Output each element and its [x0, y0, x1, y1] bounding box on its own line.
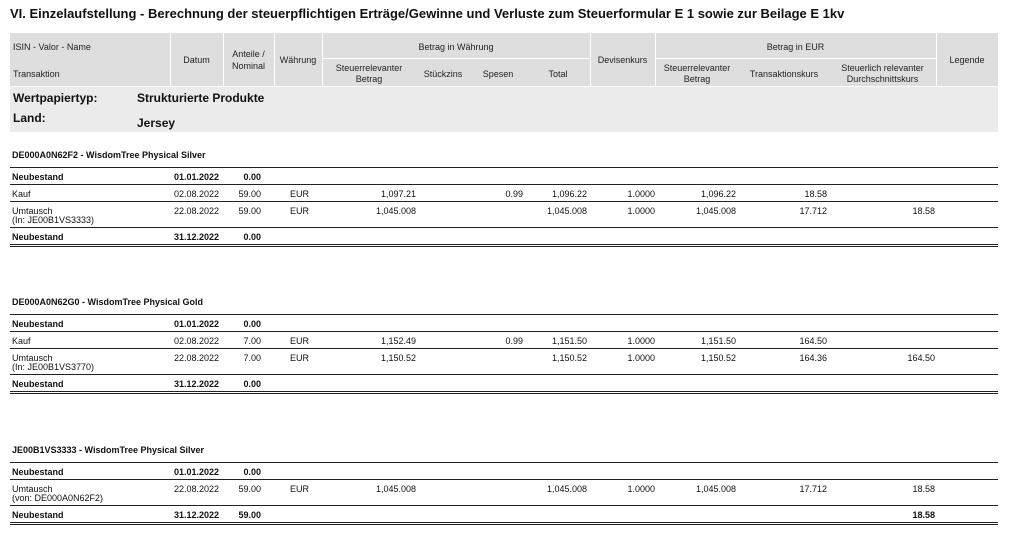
cell-datum: 31.12.2022 [173, 379, 220, 389]
category-type-label: Wertpapiertyp: [13, 91, 98, 105]
cell-betrag: 1,097.21 [380, 189, 416, 199]
security-title: DE000A0N62F2 - WisdomTree Physical Silver [12, 150, 206, 160]
cell-datum: 22.08.2022 [173, 484, 220, 494]
cell-waehrung: EUR [290, 353, 310, 363]
cell-total: 1,150.52 [551, 353, 587, 363]
cell-datum: 01.01.2022 [173, 172, 220, 182]
cell-spesen: 0.99 [505, 336, 523, 346]
table-row [10, 202, 998, 227]
cell-anteile: 0.00 [243, 467, 261, 477]
cell-tkurs: 18.58 [804, 189, 827, 199]
header-waehrung: Währung [279, 55, 317, 65]
cell-betrag-eur: 1,150.52 [700, 353, 736, 363]
cell-transaktion: Kauf [12, 336, 31, 346]
cell-transaktion: Neubestand [12, 510, 64, 520]
table-row [10, 185, 998, 201]
cell-waehrung: EUR [290, 206, 310, 216]
header-total: Total [548, 69, 568, 79]
cell-devisen: 1.0000 [627, 189, 655, 199]
cell-tkurs: 164.36 [799, 353, 827, 363]
header-steuerrel-line1: Steuerrelevanter [335, 63, 403, 73]
cell-betrag-eur: 1,096.22 [700, 189, 736, 199]
category-land-value: Jersey [137, 116, 176, 130]
header-betrag-eur: Betrag in EUR [766, 42, 825, 52]
cell-datum: 31.12.2022 [173, 510, 220, 520]
cell-total: 1,045.008 [546, 484, 587, 494]
header-steuerrel-line2: Betrag [355, 74, 383, 84]
header-isin: ISIN - Valor - Name [13, 42, 91, 52]
header-dk-line1: Steuerlich relevanter [841, 63, 924, 73]
table-row [10, 228, 998, 244]
cell-datum: 22.08.2022 [173, 206, 220, 216]
header-anteile-line2: Nominal [231, 61, 265, 71]
cell-transaktion-detail: (In: JE00B1VS3333) [12, 215, 95, 225]
cell-tkurs: 164.50 [799, 336, 827, 346]
cell-devisen: 1.0000 [627, 484, 655, 494]
cell-anteile: 0.00 [243, 379, 261, 389]
cell-total: 1,096.22 [551, 189, 587, 199]
cell-devisen: 1.0000 [627, 336, 655, 346]
header-steuerrel-eur-line1: Steuerrelevanter [663, 63, 731, 73]
security-title: JE00B1VS3333 - WisdomTree Physical Silver [12, 445, 205, 455]
section-end-rule [10, 244, 998, 247]
cell-datum: 22.08.2022 [173, 353, 220, 363]
cell-betrag-eur: 1,151.50 [700, 336, 736, 346]
cell-transaktion-detail: (von: DE000A0N62F2) [12, 493, 104, 503]
cell-anteile: 59.00 [238, 484, 261, 494]
cell-anteile: 0.00 [243, 172, 261, 182]
cell-betrag-eur: 1,045.008 [695, 206, 736, 216]
cell-waehrung: EUR [290, 336, 310, 346]
cell-anteile: 0.00 [243, 232, 261, 242]
section-end-rule [10, 391, 998, 394]
cell-datum: 31.12.2022 [173, 232, 220, 242]
header-transaktion: Transaktion [13, 69, 60, 79]
cell-transaktion: Umtausch [12, 206, 53, 216]
category-type-value: Strukturierte Produkte [137, 91, 265, 105]
cell-transaktion: Kauf [12, 189, 31, 199]
cell-devisen: 1.0000 [627, 206, 655, 216]
cell-anteile: 59.00 [238, 510, 261, 520]
table-row [10, 332, 998, 348]
cell-datum: 02.08.2022 [173, 336, 220, 346]
cell-transaktion: Neubestand [12, 232, 64, 242]
cell-datum: 01.01.2022 [173, 319, 220, 329]
cell-betrag: 1,045.008 [375, 206, 416, 216]
table-row [10, 168, 998, 184]
cell-anteile: 59.00 [238, 189, 261, 199]
section-end-rule [10, 522, 998, 525]
cell-dkurs: 18.58 [912, 484, 935, 494]
header-devisenkurs: Devisenkurs [597, 55, 648, 65]
cell-dkurs: 18.58 [912, 206, 935, 216]
cell-dkurs: 18.58 [912, 510, 935, 520]
header-legende: Legende [949, 55, 985, 65]
cell-transaktion: Neubestand [12, 172, 64, 182]
security-title: DE000A0N62G0 - WisdomTree Physical Gold [12, 297, 203, 307]
column-header [10, 33, 998, 86]
header-transaktionskurs: Transaktionskurs [749, 69, 819, 79]
cell-betrag: 1,152.49 [380, 336, 416, 346]
cell-tkurs: 17.712 [799, 484, 827, 494]
header-datum: Datum [183, 55, 210, 65]
header-anteile-line1: Anteile / [232, 49, 265, 59]
page-title: VI. Einzelaufstellung - Berechnung der steuerpflichtigen Erträge/Gewinne und Verluste zum Steuerformular E 1 sowie zur Beilage E 1kv [10, 6, 845, 21]
header-betrag-waehrung: Betrag in Währung [418, 42, 494, 52]
cell-dkurs: 164.50 [907, 353, 935, 363]
cell-waehrung: EUR [290, 189, 310, 199]
cell-transaktion: Neubestand [12, 379, 64, 389]
header-steuerrel-eur-line2: Betrag [683, 74, 711, 84]
table-row [10, 375, 998, 391]
cell-tkurs: 17.712 [799, 206, 827, 216]
cell-datum: 01.01.2022 [173, 467, 220, 477]
cell-transaktion: Neubestand [12, 467, 64, 477]
cell-transaktion: Umtausch [12, 484, 53, 494]
table-row [10, 480, 998, 505]
cell-betrag: 1,150.52 [380, 353, 416, 363]
header-spesen: Spesen [482, 69, 514, 79]
cell-transaktion: Neubestand [12, 319, 64, 329]
category-land-label: Land: [13, 111, 46, 125]
header-stueckzins: Stückzins [423, 69, 463, 79]
cell-anteile: 7.00 [243, 336, 261, 346]
table-row [10, 349, 998, 374]
cell-betrag-eur: 1,045.008 [695, 484, 736, 494]
cell-transaktion-detail: (In: JE00B1VS3770) [12, 362, 95, 372]
table-row [10, 463, 998, 479]
cell-devisen: 1.0000 [627, 353, 655, 363]
cell-transaktion: Umtausch [12, 353, 53, 363]
category-box [10, 87, 998, 132]
cell-anteile: 7.00 [243, 353, 261, 363]
cell-datum: 02.08.2022 [173, 189, 220, 199]
cell-betrag: 1,045.008 [375, 484, 416, 494]
cell-total: 1,151.50 [551, 336, 587, 346]
cell-spesen: 0.99 [505, 189, 523, 199]
cell-anteile: 0.00 [243, 319, 261, 329]
cell-total: 1,045.008 [546, 206, 587, 216]
cell-anteile: 59.00 [238, 206, 261, 216]
table-row [10, 506, 998, 522]
table-row [10, 315, 998, 331]
cell-waehrung: EUR [290, 484, 310, 494]
header-dk-line2: Durchschnittskurs [846, 74, 919, 84]
